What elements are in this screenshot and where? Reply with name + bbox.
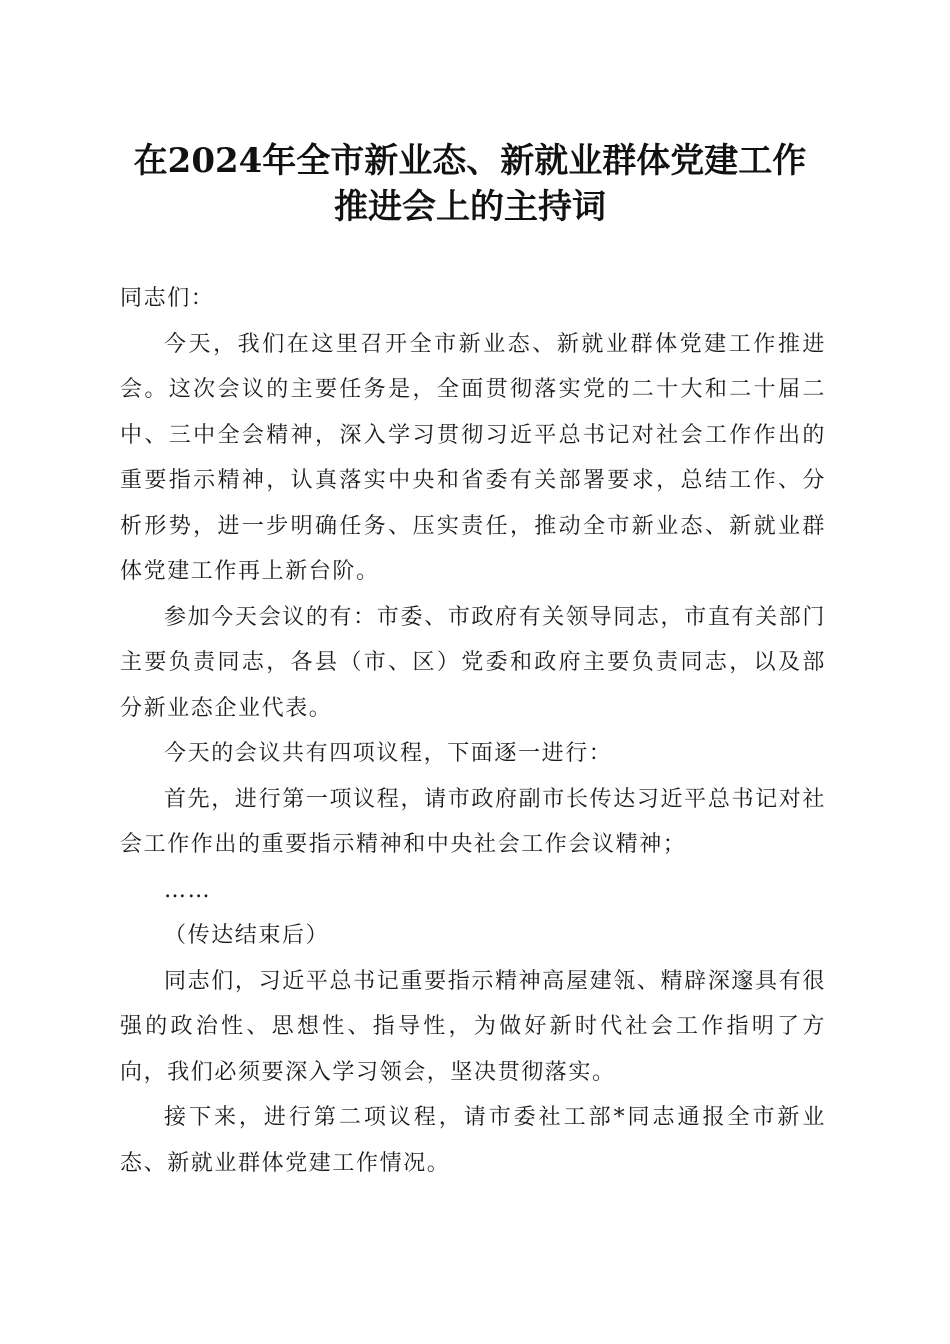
paragraph-meeting-purpose: 今天，我们在这里召开全市新业态、新就业群体党建工作推进会。这次会议的主要任务是，全面贯彻落实党的二十大和二十届二中、三中全会精神，深入学习贯彻习近平总书记对社会工作作出的重要指示精神，认真落实中央和省委有关部署要求，总结工作、分析形势，进一步明确任务、压实责任，推动全市新业态、新就业群体党建工作再上新台阶。 <box>120 331 826 584</box>
paragraph-ellipsis: …… <box>164 877 212 903</box>
document-title <box>100 138 840 230</box>
salutation: 同志们： <box>120 286 215 311</box>
paragraph-attendees: 参加今天会议的有：市委、市政府有关领导同志，市直有关部门主要负责同志，各县（市、区）党委和政府主要负责同志，以及部分新业态企业代表。 <box>120 604 826 721</box>
document-body <box>120 276 826 1186</box>
paragraph-agenda-intro: 今天的会议共有四项议程，下面逐一进行： <box>164 741 613 766</box>
paragraph-stage-note: （传达结束后） <box>164 923 330 948</box>
title-line-1: 在2024年全市新业态、新就业群体党建工作 <box>133 141 807 181</box>
paragraph-agenda-item-2: 接下来，进行第二项议程，请市委社工部*同志通报全市新业态、新就业群体党建工作情况。 <box>120 1105 826 1176</box>
title-line-2: 推进会上的主持词 <box>334 187 606 227</box>
paragraph-agenda-item-1: 首先，进行第一项议程，请市政府副市长传达习近平总书记对社会工作作出的重要指示精神和中央社会工作会议精神； <box>120 786 826 857</box>
paragraph-summary: 同志们，习近平总书记重要指示精神高屋建瓴、精辟深邃具有很强的政治性、思想性、指导性，为做好新时代社会工作指明了方向，我们必须要深入学习领会，坚决贯彻落实。 <box>120 968 826 1085</box>
